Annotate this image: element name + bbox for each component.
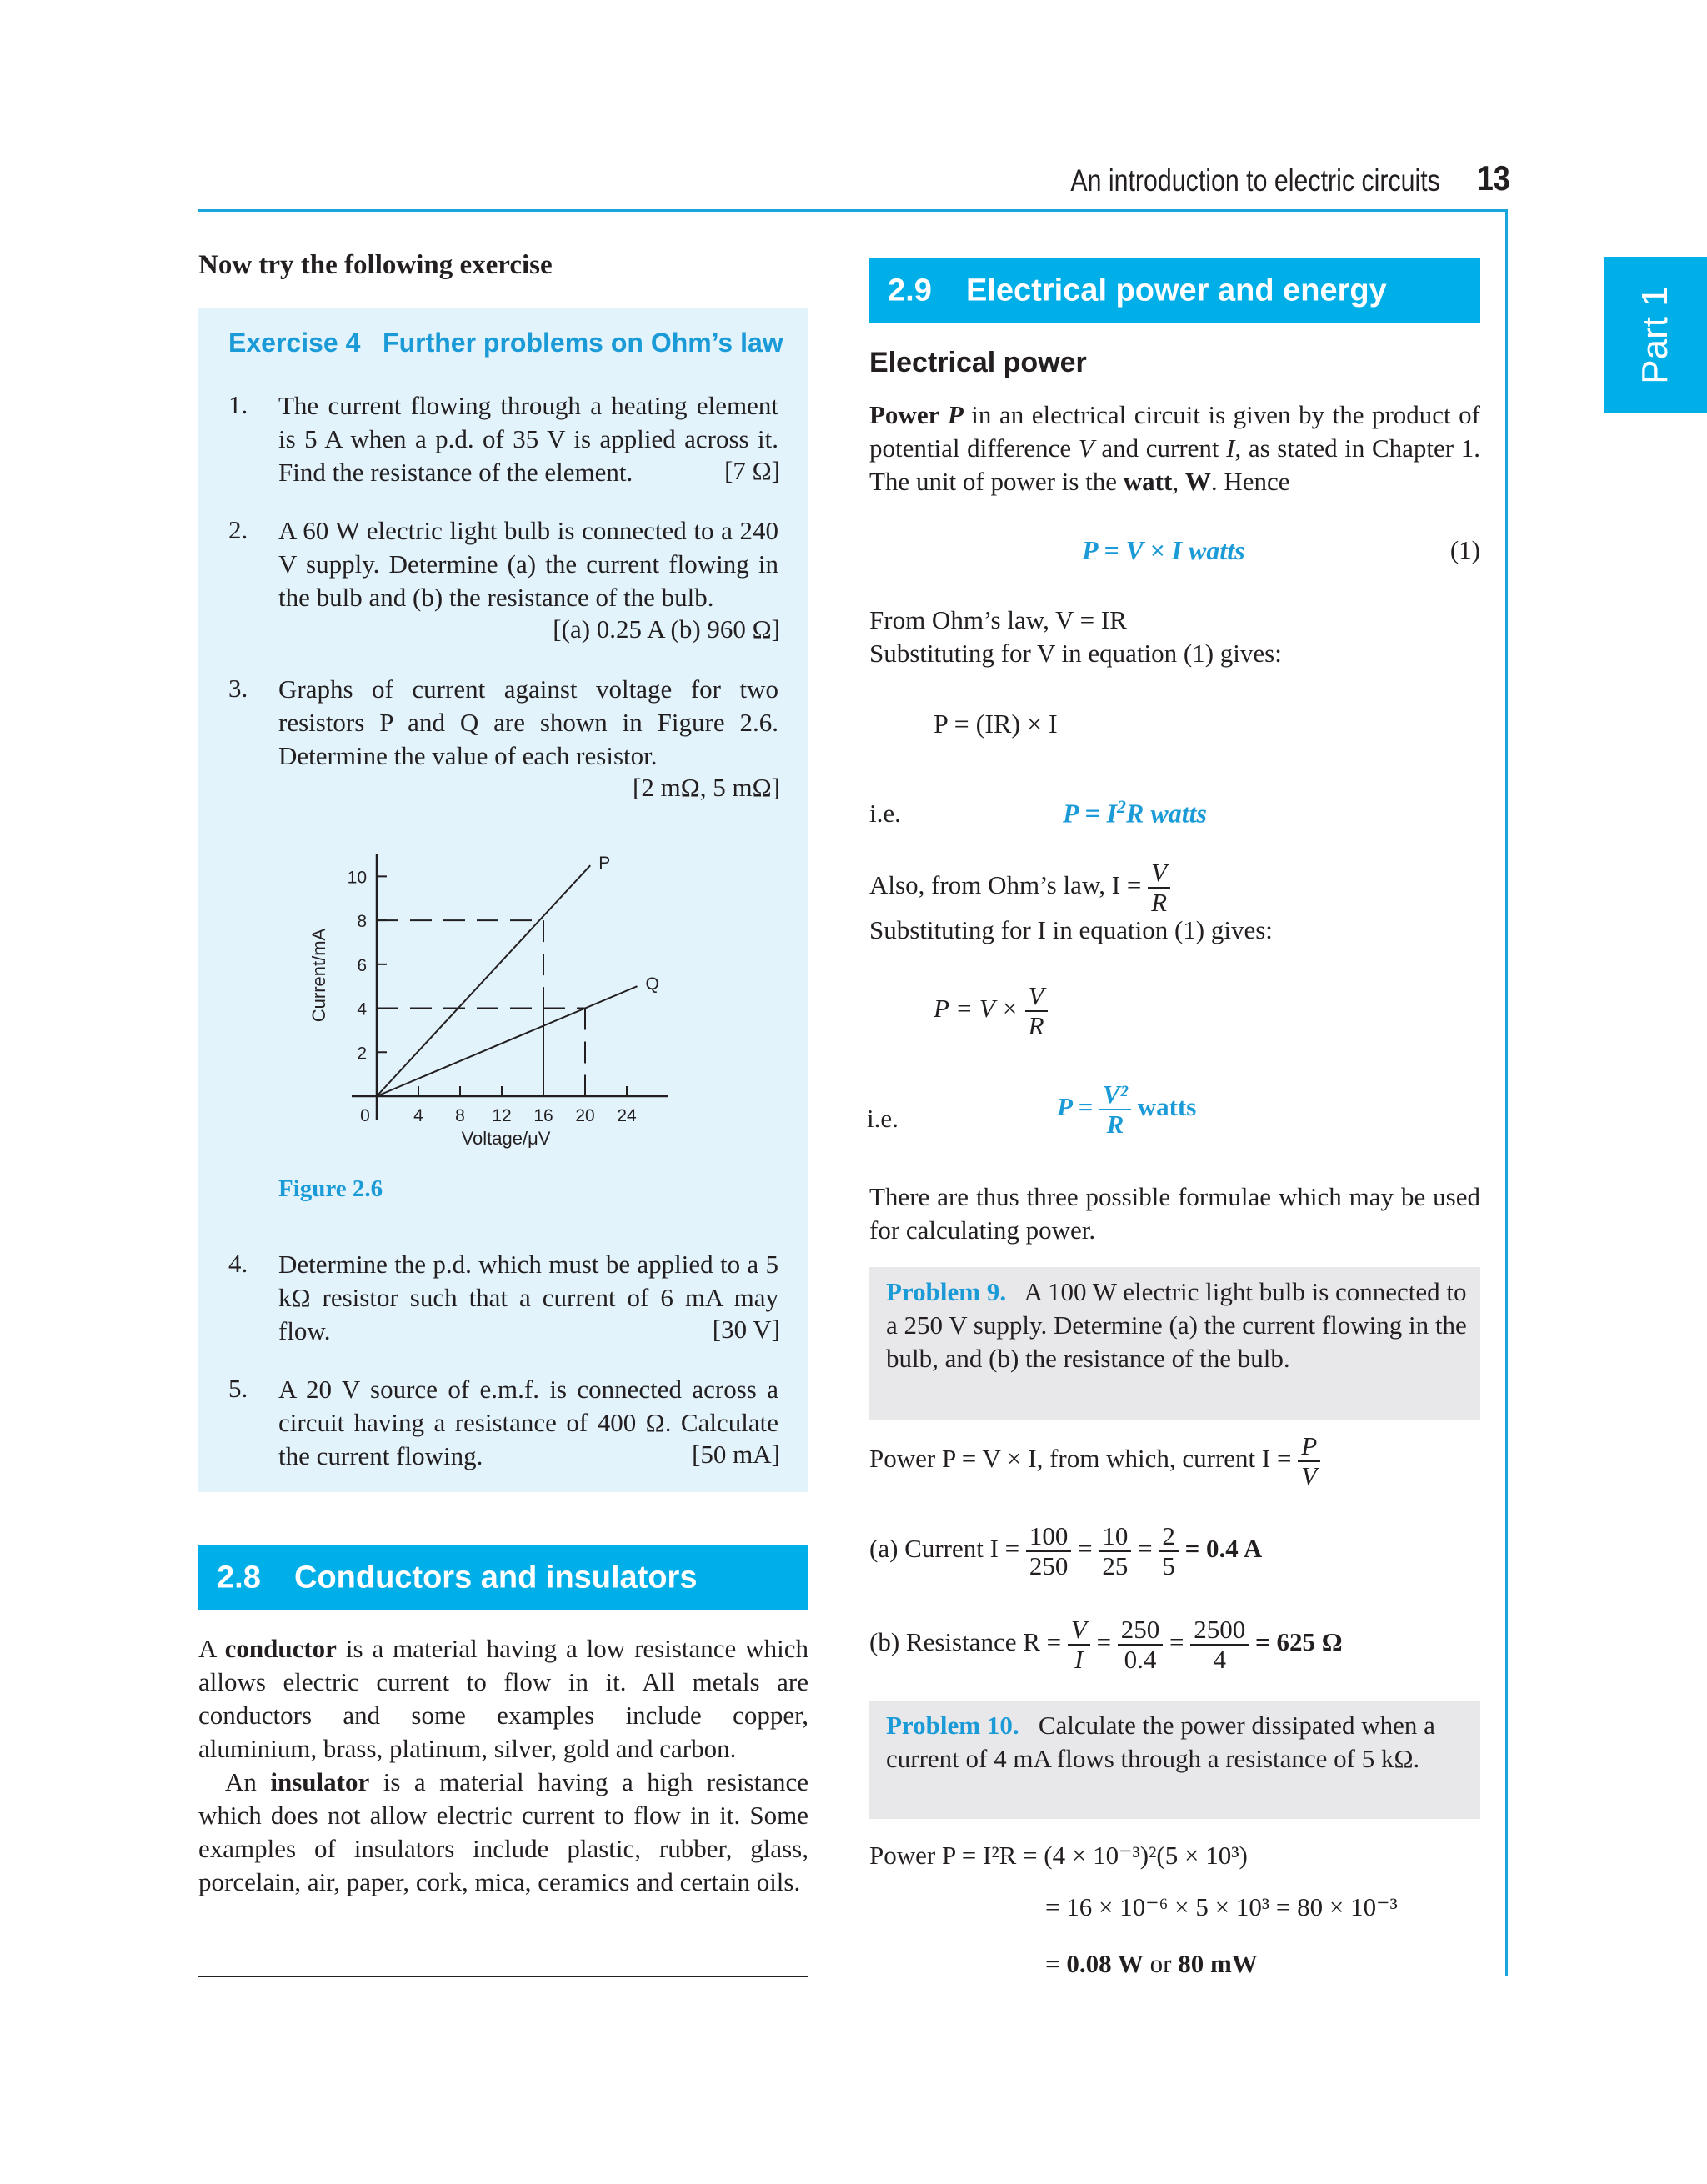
problem-text: A 60 W electric light bulb is connected to a 240 V supply. Determine (a) the current flowing in the bulb and (b) the resistance of the bulb. <box>278 516 778 612</box>
part-tab <box>1604 257 1707 413</box>
section-heading-2-8 <box>198 1545 808 1610</box>
denominator: 4 <box>1190 1644 1249 1674</box>
figure-2-6-chart <box>308 842 692 1159</box>
text: P = <box>1057 1092 1094 1122</box>
denominator: I <box>1068 1644 1090 1674</box>
text: and current <box>1094 433 1227 463</box>
text: A <box>198 1634 225 1663</box>
numerator: 10 <box>1102 1521 1129 1550</box>
equation-4 <box>934 982 1048 1040</box>
numerator: V² <box>1102 1079 1128 1109</box>
text: watts <box>1137 1092 1197 1122</box>
denominator: R <box>1099 1109 1131 1139</box>
power-paragraph <box>869 398 1480 498</box>
section-number: 2.8 <box>217 1560 261 1595</box>
denominator: V <box>1298 1460 1320 1490</box>
p10-line-2: = 16 × 10⁻⁶ × 5 × 10³ = 80 × 10⁻³ <box>1045 1892 1398 1921</box>
also-ohm-line <box>869 859 1170 917</box>
fraction <box>1159 1522 1179 1580</box>
term-insulator: insulator <box>270 1767 370 1796</box>
text: V <box>1078 433 1094 463</box>
text: , <box>1172 467 1185 496</box>
text: R watts <box>1126 798 1207 829</box>
text: or <box>1143 1949 1179 1978</box>
exercise-heading: Exercise 4 Further problems on Ohm’s law <box>228 328 783 358</box>
problem-number: 1. <box>228 390 248 419</box>
text: P = V × <box>934 994 1019 1024</box>
text: (a) Current I = <box>869 1534 1020 1564</box>
fraction-v-over-r <box>1025 982 1048 1040</box>
text: 2 <box>1117 796 1127 817</box>
x-tick-label: 20 <box>575 1106 595 1125</box>
section-title: Electrical power and energy <box>966 273 1387 308</box>
y-axis-label: Current/mA <box>308 928 329 1023</box>
numerator: 2 <box>1162 1521 1175 1550</box>
three-formulae-paragraph: There are thus three possible formulae which may be used for calculating power. <box>869 1182 1480 1245</box>
denominator: 250 <box>1026 1550 1072 1580</box>
running-header-title: An introduction to electric circuits <box>1070 163 1440 198</box>
part-label: Part 1 <box>1634 286 1675 384</box>
numerator: V <box>1028 981 1044 1010</box>
series-label-P: P <box>598 854 611 874</box>
y-tick-label: 6 <box>357 955 367 975</box>
fraction-v-over-r <box>1148 859 1170 917</box>
text: An <box>225 1767 271 1796</box>
denominator: 0.4 <box>1118 1644 1164 1674</box>
fraction <box>1068 1615 1090 1674</box>
text: P = I <box>1063 798 1118 829</box>
denominator: 5 <box>1159 1550 1179 1580</box>
problem-label: Problem 9. <box>886 1277 1007 1306</box>
numerator: 100 <box>1029 1521 1069 1550</box>
problem-label: Problem 10. <box>886 1711 1019 1740</box>
header-rule <box>198 209 1507 212</box>
denominator: R <box>1148 887 1170 917</box>
problem-10-text <box>886 1709 1469 1776</box>
fraction-v2-over-r <box>1099 1080 1131 1139</box>
x-tick-label: 24 <box>617 1106 637 1125</box>
problem-text: Graphs of current against voltage for two resistors P and Q are shown in Figure 2.6. Determine the value of each resistor. <box>278 674 778 770</box>
x-tick-label: 8 <box>455 1106 465 1125</box>
problem-number: 5. <box>228 1374 248 1403</box>
ie-label: i.e. <box>869 799 901 828</box>
problem-number: 4. <box>228 1249 248 1278</box>
text: is a material having a high resistance which does not allow electric current to flow in it. Some examples of insulators include plastic, rubber, glass, porcelain, air, paper, cork, mica, ceramics and certain oils. <box>198 1767 809 1896</box>
text: (b) Resistance R = <box>869 1627 1062 1657</box>
series-label-Q: Q <box>645 974 659 994</box>
substitution-line: Substituting for I in equation (1) gives: <box>869 915 1273 944</box>
numerator: V <box>1151 858 1167 887</box>
fraction <box>1118 1615 1164 1674</box>
p9-part-b: (b) Resistance R = $\frac{V}{I}$ = $\frac{250}{0.4}$ = $\frac{2500}{4}$ = 625 Ω <box>869 1615 1343 1675</box>
text: W <box>1184 467 1211 496</box>
text: in an electrical circuit is given by the product of potential difference <box>869 400 1481 463</box>
problem-answer: [2 mΩ, 5 mΩ] <box>633 773 780 802</box>
problem-answer: [50 mA] <box>692 1440 780 1469</box>
result: = 0.08 W <box>1045 1949 1144 1978</box>
section-heading-2-9 <box>869 258 1480 323</box>
subheading-electrical-power: Electrical power <box>869 347 1087 378</box>
equation-3 <box>1063 796 1207 829</box>
text: Also, from Ohm’s law, I = <box>869 870 1142 900</box>
insulator-paragraph <box>198 1766 808 1899</box>
y-tick-label: 8 <box>357 912 367 932</box>
text: is a material having a low resistance which allows electric current to flow in it. All metals are conductors and some examples include copper, aluminium, brass, platinum, silver, gold and carbon. <box>198 1634 808 1763</box>
substitution-line: Substituting for V in equation (1) gives: <box>869 639 1282 668</box>
figure-caption: Figure 2.6 <box>278 1175 383 1202</box>
section-number: 2.9 <box>888 273 932 308</box>
text: . Hence <box>1210 467 1290 496</box>
equation-label: (1) <box>1449 535 1480 564</box>
exercise-intro: Now try the following exercise <box>198 250 553 280</box>
ie-label: i.e. <box>867 1104 899 1133</box>
problem-answer: [7 Ω] <box>724 456 780 485</box>
text: P <box>947 400 964 429</box>
fraction <box>1026 1522 1072 1580</box>
problem-text: Determine the p.d. which must be applied to a 5 kΩ resistor such that a current of 6 mA may flow. <box>278 1250 778 1345</box>
ohm-law-line: From Ohm’s law, V = IR <box>869 605 1127 634</box>
p10-line-1: Power P = I²R = (4 × 10⁻³)²(5 × 10³) <box>869 1841 1248 1870</box>
result: = 625 Ω <box>1255 1627 1343 1657</box>
numerator: V <box>1070 1615 1087 1644</box>
p10-line-3 <box>1045 1949 1258 1979</box>
x-tick-label: 12 <box>492 1106 512 1125</box>
denominator: R <box>1025 1010 1048 1040</box>
column-rule <box>1505 209 1508 1976</box>
conductor-paragraph <box>198 1632 808 1766</box>
equation-1: P = V × I watts <box>1082 535 1245 565</box>
problem-number: 3. <box>228 674 248 703</box>
term-conductor: conductor <box>224 1634 337 1663</box>
equation-5 <box>1057 1080 1196 1139</box>
fraction-p-over-v <box>1298 1432 1320 1490</box>
y-tick-label: 10 <box>347 868 367 888</box>
section-title: Conductors and insulators <box>294 1560 698 1595</box>
text: Power P = V × I, from which, current I = <box>869 1444 1292 1474</box>
problem-number: 2. <box>228 515 248 544</box>
problem-answer: [(a) 0.25 A (b) 960 Ω] <box>553 614 780 644</box>
page-number: 13 <box>1477 158 1510 198</box>
p9-part-a: (a) Current I = $\frac{100}{250}$ = $\frac{10}{25}$ = $\frac{2}{5}$ = 0.4 A <box>869 1521 1263 1581</box>
text: I <box>1226 433 1235 463</box>
denominator: 25 <box>1099 1550 1131 1580</box>
text: Power <box>869 400 940 429</box>
p9-power-line <box>869 1432 1320 1490</box>
numerator: 2500 <box>1194 1615 1246 1644</box>
problem-text: The current flowing through a heating element is 5 A when a p.d. of 35 V is applied across it. Find the resistance of the element. <box>278 391 778 487</box>
y-tick-label: 2 <box>357 1044 367 1064</box>
problem-answer: [30 V] <box>712 1315 780 1344</box>
text: , as stated in Chapter 1. The unit of power is the <box>869 433 1480 496</box>
numerator: P <box>1301 1431 1318 1460</box>
fraction <box>1190 1615 1249 1674</box>
problem-9-text <box>886 1275 1469 1375</box>
fraction <box>1099 1522 1131 1580</box>
y-tick-label: 4 <box>357 999 367 1019</box>
bottom-rule <box>198 1976 808 1977</box>
problem-text: A 20 V source of e.m.f. is connected across a circuit having a resistance of 400 Ω. Calculate the current flowing. <box>278 1375 778 1470</box>
series-line-Q <box>377 986 638 1096</box>
x-tick-label: 16 <box>533 1106 553 1125</box>
result: = 0.4 A <box>1184 1534 1263 1564</box>
x-tick-label: 4 <box>413 1106 423 1125</box>
result: 80 mW <box>1178 1949 1258 1978</box>
equation-2: P = (IR) × I <box>934 709 1058 739</box>
series-line-P <box>377 865 590 1096</box>
text: Calculate the power dissipated when a current of 4 mA flows through a resistance of 5 kΩ. <box>886 1711 1435 1773</box>
text: watt <box>1123 467 1173 496</box>
numerator: 250 <box>1120 1615 1160 1644</box>
x-axis-label: Voltage/μV <box>461 1128 551 1149</box>
text: A 100 W electric light bulb is connected to a 250 V supply. Determine (a) the current flowing in the bulb, and (b) the resistance of the bulb. <box>886 1277 1467 1373</box>
x-tick-label: 0 <box>360 1106 370 1125</box>
